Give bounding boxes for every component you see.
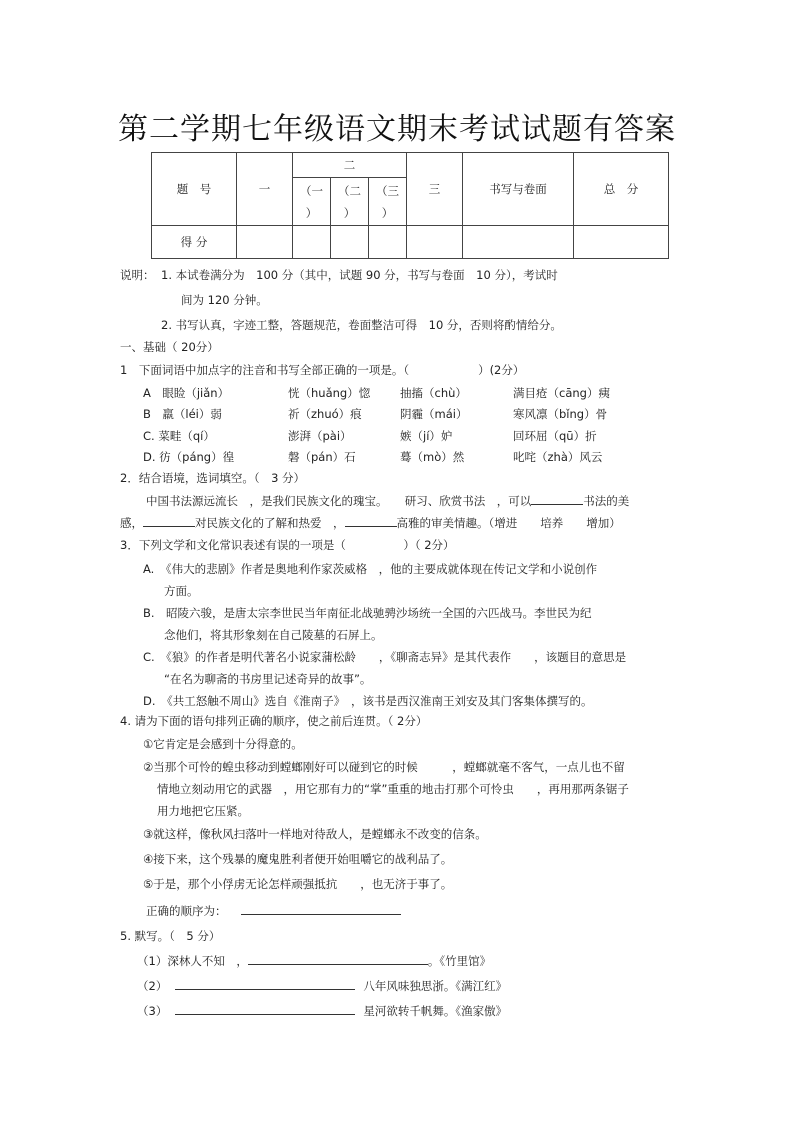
note-2: 2. 书写认真，字迹工整，答题规范，卷面整洁可得 10 分，否则将酌情给分。: [161, 318, 562, 332]
score-cell: [463, 226, 574, 259]
q3-c-line2: “在名为聊斋的书房里记述奇异的故事”。: [164, 672, 372, 686]
page-title: 第二学期七年级语文期末考试试题有答案: [118, 112, 676, 147]
q1-a4: 满目疮（cāng）痍: [513, 386, 610, 400]
q4-answer-blank[interactable]: [241, 914, 401, 915]
score-cell: [574, 226, 669, 259]
q3-d-line1: D. 《共工怒触不周山》选自《淮南子》 ，该书是西汉淮南王刘安及其门客集体撰写的。: [143, 694, 593, 708]
q2-blank-2[interactable]: [143, 526, 195, 527]
q1-d2: 磐（pán）石: [288, 450, 356, 464]
score-table: [151, 152, 669, 259]
score-label: 得 分: [152, 226, 237, 259]
col-1: 一: [237, 153, 293, 226]
q1-d1: D. 彷（páng）徨: [143, 450, 235, 464]
sub-col-1: （一 ）: [293, 178, 331, 226]
notes-label: 说明：: [120, 268, 155, 282]
q2-stem: 2．结合语境，选词填空。（ 3 分）: [120, 471, 306, 485]
q4-sentence-3: ③就这样，像秋风扫落叶一样地对待敌人，是螳螂永不改变的信条。: [143, 827, 487, 841]
q1-b1: B 羸（léi）弱: [143, 407, 222, 421]
q2-blank-3[interactable]: [345, 526, 397, 527]
section-1-heading: 一、基础（ 20分）: [120, 340, 219, 354]
q1-c4: 回环屈（qū）折: [513, 429, 597, 443]
q5-line-3: [137, 1003, 507, 1019]
q5-line-1-start: （1）深林人不知 ，: [137, 954, 248, 968]
q1-d4: 叱咤（zhà）风云: [513, 450, 603, 464]
q1-c1: C. 菜畦（qí）: [143, 429, 215, 443]
score-cell: [293, 226, 331, 259]
q4-sentence-5: ⑤于是，那个小俘虏无论怎样顽强抵抗 ，也无济于事了。: [143, 877, 453, 891]
q4-stem: 4. 请为下面的语句排列正确的顺序，使之前后连贯。（ 2分）: [120, 714, 428, 728]
score-cell: [237, 226, 293, 259]
q4-sentence-1: ①它肯定是会感到十分得意的。: [143, 737, 303, 751]
q1-stem: 1 下面词语中加点字的注音和书写全部正确的一项是。（ ）(2分）: [120, 363, 525, 377]
q1-b2: 祈（zhuó）痕: [288, 407, 362, 421]
q3-a-line2: 方面。: [164, 584, 199, 598]
q2-line2: [120, 515, 621, 531]
q3-c-line1: C. 《狼》的作者是明代著名小说家蒲松龄 ，《聊斋志异》是其代表作 ，该题目的意思是: [143, 650, 627, 664]
q4-answer-label: 正确的顺序为：: [146, 904, 227, 918]
q5-line-2: [137, 978, 507, 994]
note-1a: 1. 本试卷满分为 100 分（其中，试题 90 分，书写与卷面 10 分），考试时: [161, 268, 558, 282]
q5-line-1-end: 。《竹里馆》: [427, 954, 492, 968]
q2-line2-mid: 对民族文化的了解和热爱 ，: [195, 516, 345, 530]
q4-sentence-2b: 情地立刻动用它的武器 ，用它那有力的“掌”重重的地击打那个可怜虫 ，再用那两条锯子: [157, 782, 629, 796]
q2-line2-start: 感，: [120, 516, 143, 530]
q5-line-2-start: （2）: [137, 979, 168, 993]
q5-line-3-end: 星河欲转千帆舞。《渔家傲》: [363, 1004, 508, 1018]
score-cell: [407, 226, 463, 259]
q1-b3: 阴霾（mái）: [400, 407, 468, 421]
q3-b-line1: B. 昭陵六骏，是唐太宗李世民当年南征北战驰骋沙场统一全国的六匹战马。李世民为纪: [143, 606, 592, 620]
q3-stem: 3．下列文学和文化常识表述有误的一项是（ ）（ 2分）: [120, 538, 455, 552]
col-total: 总 分: [574, 153, 669, 226]
header-label: 题 号: [152, 153, 237, 226]
score-cell: [369, 226, 407, 259]
q5-blank-1[interactable]: [248, 964, 428, 965]
q5-line-3-start: （3）: [137, 1004, 168, 1018]
q5-line-1: [137, 953, 491, 969]
note-1b: 间为 120 分钟。: [181, 293, 268, 307]
q5-stem: 5. 默写。（ 5 分）: [120, 929, 221, 943]
q2-blank-1[interactable]: [531, 504, 583, 505]
col-2: 二: [293, 153, 407, 178]
q5-blank-3[interactable]: [175, 1014, 355, 1015]
q1-a2: 恍（huǎng）惚: [288, 386, 371, 400]
q4-sentence-2a: ②当那个可怜的蝗虫移动到螳螂刚好可以碰到它的时候 ，螳螂就毫不客气，一点儿也不留: [143, 760, 625, 774]
q3-a-line1: A. 《伟大的悲剧》作者是奥地利作家茨威格 ，他的主要成就体现在传记文学和小说创作: [143, 562, 598, 576]
q1-a3: 抽搐（chù）: [400, 386, 467, 400]
sub-col-2: （二 ）: [331, 178, 369, 226]
q3-b-line2: 念他们，将其形象刻在自己陵墓的石屏上。: [164, 628, 383, 642]
q4-sentence-4: ④接下来，这个残暴的魔鬼胜利者便开始咀嚼它的战利品了。: [143, 852, 453, 866]
q1-c2: 澎湃（pài）: [288, 429, 352, 443]
q2-line1-end: 书法的美: [583, 494, 630, 508]
sub-col-3: （三 ）: [369, 178, 407, 226]
q1-c3: 嫉（jí）妒: [400, 429, 453, 443]
q1-b4: 寒风凛（bǐng）骨: [513, 407, 608, 421]
q4-answer: [146, 903, 401, 919]
q2-line1-text: 中国书法源远流长 ，是我们民族文化的瑰宝。 研习、欣赏书法 ，可以: [146, 494, 532, 508]
q4-sentence-2c: 用力地把它压紧。: [157, 804, 249, 818]
q1-a1: A 眼睑（jiǎn）: [143, 386, 230, 400]
q2-line2-end: 高雅的审美情趣。（增进 培养 增加）: [396, 516, 621, 530]
q1-d3: 蓦（mò）然: [400, 450, 465, 464]
score-cell: [331, 226, 369, 259]
q5-blank-2[interactable]: [175, 989, 355, 990]
col-writing: 书写与卷面: [463, 153, 574, 226]
q2-line1: [146, 493, 629, 509]
col-3: 三: [407, 153, 463, 226]
q5-line-2-end: 八年风味独思浙。《满江红》: [363, 979, 508, 993]
